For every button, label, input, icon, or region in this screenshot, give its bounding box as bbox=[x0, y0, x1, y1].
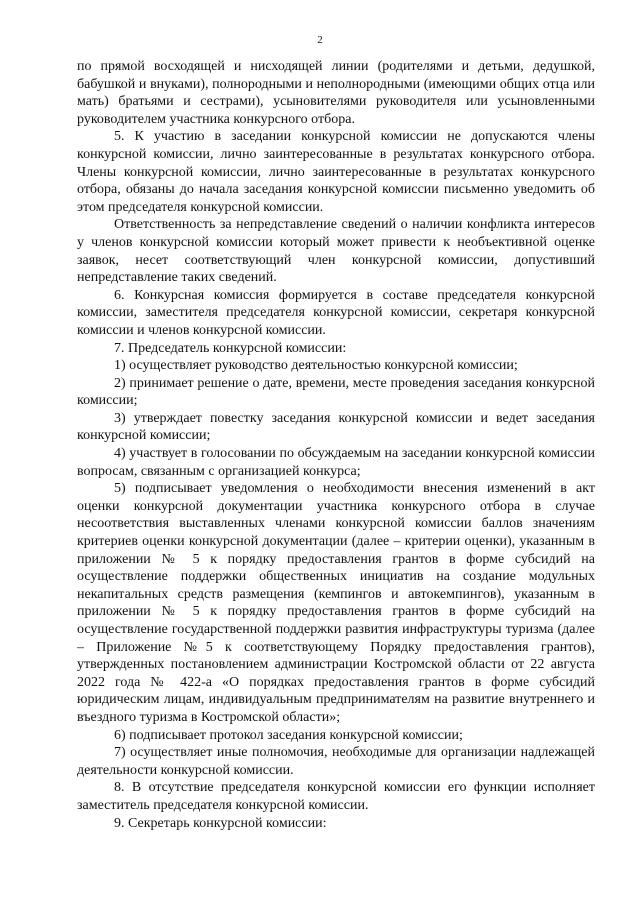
paragraph: 6. Конкурсная комиссия формируется в составе председателя конкурсной комиссии, заместителя председателя конкурсной комиссии, секретаря конкурсной комиссии и членов конкурсной комиссии. bbox=[77, 287, 595, 338]
paragraph: 5. К участию в заседании конкурсной комиссии не допускаются члены конкурсной комиссии, лично заинтересованные в результатах конкурсного отбора. Члены конкурсной комиссии, лично заинтересованные в результатах конкурсного отбора, обязаны до начала заседания конкурсной комиссии письменно уведомить об этом председателя конкурсной комиссии. bbox=[77, 129, 595, 215]
paragraph: 9. Секретарь конкурсной комиссии: bbox=[114, 815, 327, 831]
paragraph: 8. В отсутствие председателя конкурсной комиссии его функции исполняет заместитель председателя конкурсной комиссии. bbox=[77, 780, 595, 813]
paragraph: 6) подписывает протокол заседания конкурсной комиссии; bbox=[114, 727, 463, 743]
paragraph: 2) принимает решение о дате, времени, месте проведения заседания конкурсной комиссии; bbox=[77, 375, 595, 409]
paragraph: 7. Председатель конкурсной комиссии: bbox=[114, 340, 347, 356]
paragraph: 1) осуществляет руководство деятельностью конкурсной комиссии; bbox=[114, 358, 518, 374]
page-number: 2 bbox=[317, 34, 323, 46]
paragraph: Ответственность за непредставление сведений о наличии конфликта интересов у членов конкурсной комиссии который может привести к необъективной оценке заявок, несет соответствующий член конкурсной комиссии, допустивший непредставление таких сведений. bbox=[77, 217, 595, 286]
paragraph: 7) осуществляет иные полномочия, необходимые для организации надлежащей деятельности конкурсной комиссии. bbox=[77, 745, 595, 778]
paragraph: по прямой восходящей и нисходящей линии (родителями и детьми, дедушкой, бабушкой и внуками), полнородными и неполнородными (имеющими общих отца или мать) братьями и сестрами), усыновителями руководителя или усыновленными руководителем участника конкурсного отбора. bbox=[77, 59, 595, 127]
paragraph: 5) подписывает уведомления о необходимости внесения изменений в акт оценки конкурсной документации участника конкурсного отбора в случае несоответствия выставленных членами конкурсной комиссии баллов значениям критериев оценки конкурсной документации (далее – критерии оценки), указанным в приложении № 5 к порядку предоставления грантов в форме субсидий на осуществление поддержки общественных инициатив на создание модульных некапитальных средств размещения (кемпингов и автокемпингов), указанным в приложении № 5 к порядку предоставления грантов в форме субсидий на осуществление государственной поддержки развития инфраструктуры туризма (далее – Приложение №5 к соответствующему Порядку предоставления грантов), утвержденных постановлением администрации Костромской области от 22 августа 2022 года № 422-а «О порядках предоставления грантов в форме субсидий юридическим лицам, индивидуальным предпринимателям на развитие внутреннего и въездного туризма в Костромской области»; bbox=[77, 481, 595, 725]
paragraph: 3) утверждает повестку заседания конкурсной комиссии и ведет заседания конкурсной комиссии; bbox=[77, 410, 595, 444]
document-body bbox=[77, 58, 595, 832]
paragraph: 4) участвует в голосовании по обсуждаемым на заседании конкурсной комиссии вопросам, связанным с организацией конкурса; bbox=[77, 446, 595, 479]
